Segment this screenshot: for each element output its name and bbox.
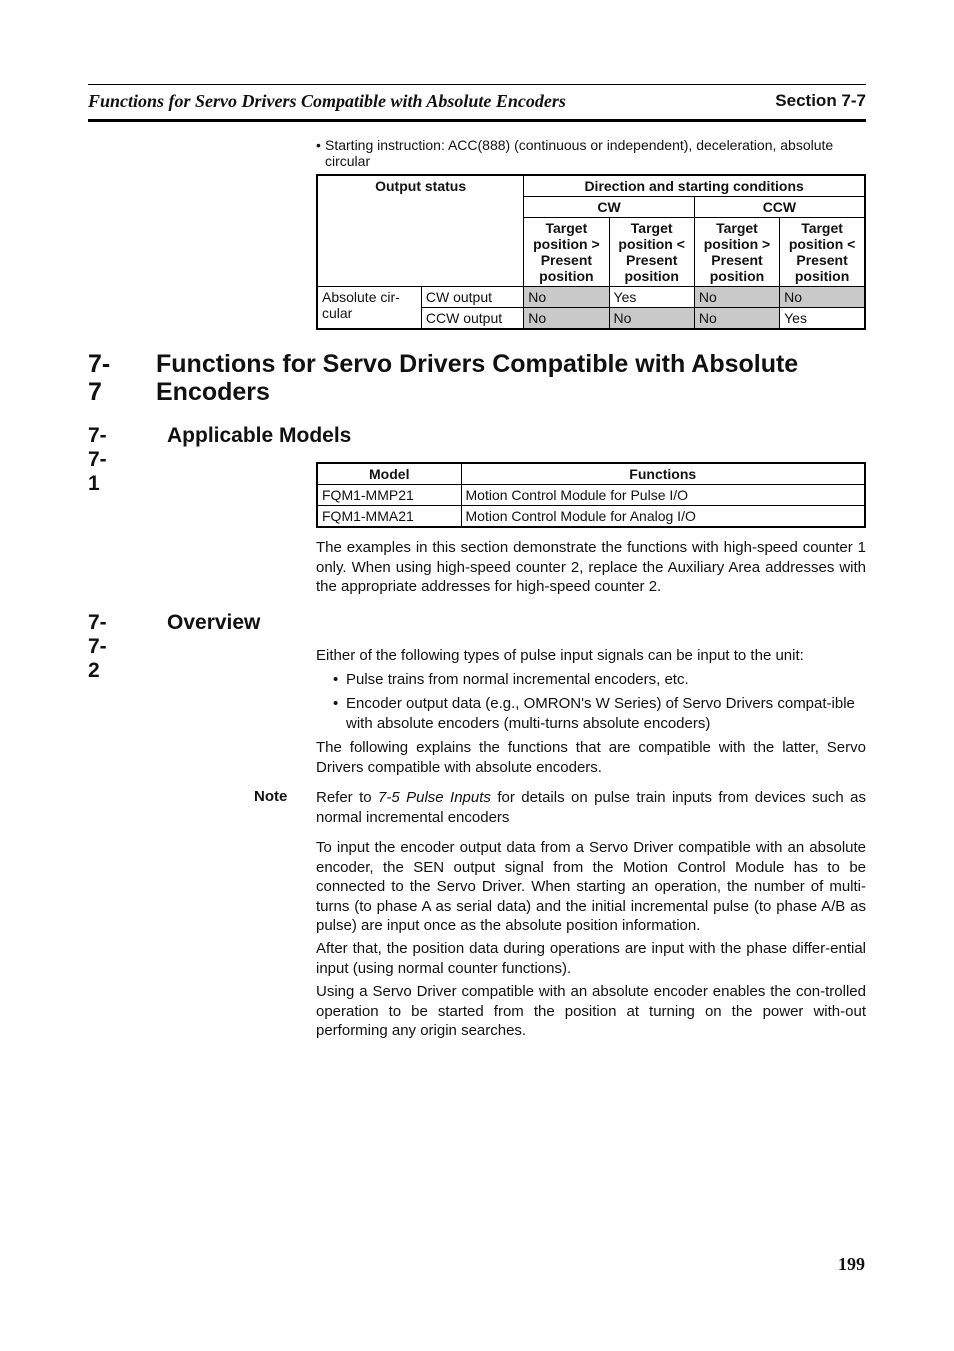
subsection-number: 7-7-1 — [88, 424, 107, 495]
paragraph-either: Either of the following types of pulse input signals can be input to the unit: — [316, 647, 804, 664]
model-cell: FQM1-MMP21 — [317, 485, 461, 506]
list-item-text: Encoder output data (e.g., OMRON's W Series) of Servo Drivers compat-ible with absolute encoders (multi-turns absolute encoders) — [346, 695, 855, 732]
page-number: 199 — [838, 1254, 865, 1274]
th-ccw: CCW — [694, 197, 865, 218]
row-label: CCW output — [421, 308, 523, 330]
table-cell: No — [524, 308, 609, 330]
note-post: for details on pulse train inputs from devices such as normal incremental encoders — [316, 789, 866, 826]
table-cell: No — [694, 308, 779, 330]
th-cw: CW — [524, 197, 695, 218]
starting-instruction-bullet: • Starting instruction: ACC(888) (continuous or independent), deceleration, absolute circular — [316, 137, 866, 169]
output-status-table — [316, 174, 866, 330]
subsection-number: 7-7-2 — [88, 611, 107, 682]
paragraph-following: The following explains the functions that are compatible with the latter, Servo Drivers compatible with absolute encoders. — [316, 739, 866, 776]
note-label: Note — [254, 788, 288, 805]
paragraph-after: After that, the position data during operations are input with the phase differ-ential input (using normal counter functions). — [316, 940, 866, 977]
subsection-title: Overview — [167, 611, 261, 634]
row-group-label: Absolute cir-cular — [317, 287, 421, 330]
function-cell: Motion Control Module for Analog I/O — [461, 506, 865, 528]
table-cell: No — [609, 308, 694, 330]
th-sub-1: Target position > Present position — [524, 218, 609, 287]
note-pre: Refer to — [316, 789, 379, 806]
table-cell: No — [694, 287, 779, 308]
table-cell: No — [524, 287, 609, 308]
th-output-status: Output status — [317, 175, 524, 287]
bullet-line1: Starting instruction: ACC(888) (continuous or independent), deceleration, absolute — [325, 137, 834, 153]
paragraph-examples: The examples in this section demonstrate the functions with high-speed counter 1 only. When using high-speed counter 2, replace the Auxiliary Area addresses with the appropriate addresses for high-speed counter 2. — [316, 539, 866, 595]
subsection-title: Applicable Models — [167, 424, 352, 447]
table-cell: Yes — [780, 308, 865, 330]
section-title: Functions for Servo Drivers Compatible with Absolute Encoders — [156, 350, 799, 406]
note-text — [316, 788, 866, 827]
row-label: CW output — [421, 287, 523, 308]
list-item-text: Pulse trains from normal incremental encoders, etc. — [346, 671, 689, 688]
table-row — [317, 485, 865, 506]
section-number: 7-7 — [88, 350, 111, 406]
list-item: • Encoder output data (e.g., OMRON's W Series) of Servo Drivers compat-ible with absolute encoders (multi-turns absolute encoders) — [333, 694, 866, 733]
header-section: Section 7-7 — [775, 91, 866, 110]
paragraph-using: Using a Servo Driver compatible with an absolute encoder enables the con-trolled operation to be started from the position at turning on the power with-out performing any origin searches. — [316, 983, 866, 1039]
model-cell: FQM1-MMA21 — [317, 506, 461, 528]
table-cell: Yes — [609, 287, 694, 308]
th-sub-4: Target position < Present position — [780, 218, 865, 287]
table-row — [317, 287, 865, 308]
th-direction: Direction and starting conditions — [524, 175, 865, 197]
bullet-line2: circular — [325, 153, 371, 169]
th-model: Model — [317, 463, 461, 485]
applicable-models-table — [316, 462, 866, 528]
th-sub-2: Target position < Present position — [609, 218, 694, 287]
page-header — [88, 84, 866, 122]
function-cell: Motion Control Module for Pulse I/O — [461, 485, 865, 506]
th-sub-3: Target position > Present position — [694, 218, 779, 287]
note-reference: 7-5 Pulse Inputs — [378, 789, 491, 806]
paragraph-input: To input the encoder output data from a Servo Driver compatible with an absolute encoder, the SEN output signal from the Motion Control Module has to be connected to the Servo Driver. When starting an operation, the number of multi-turns (to phase A as serial data) and the initial incremental pulse (to phase A/B as pulse) are input once as the absolute position information. — [316, 839, 866, 934]
table-cell: No — [780, 287, 865, 308]
table-row — [317, 506, 865, 528]
list-item: • Pulse trains from normal incremental encoders, etc. — [333, 670, 866, 690]
header-title: Functions for Servo Drivers Compatible with Absolute Encoders — [88, 91, 566, 111]
th-functions: Functions — [461, 463, 865, 485]
